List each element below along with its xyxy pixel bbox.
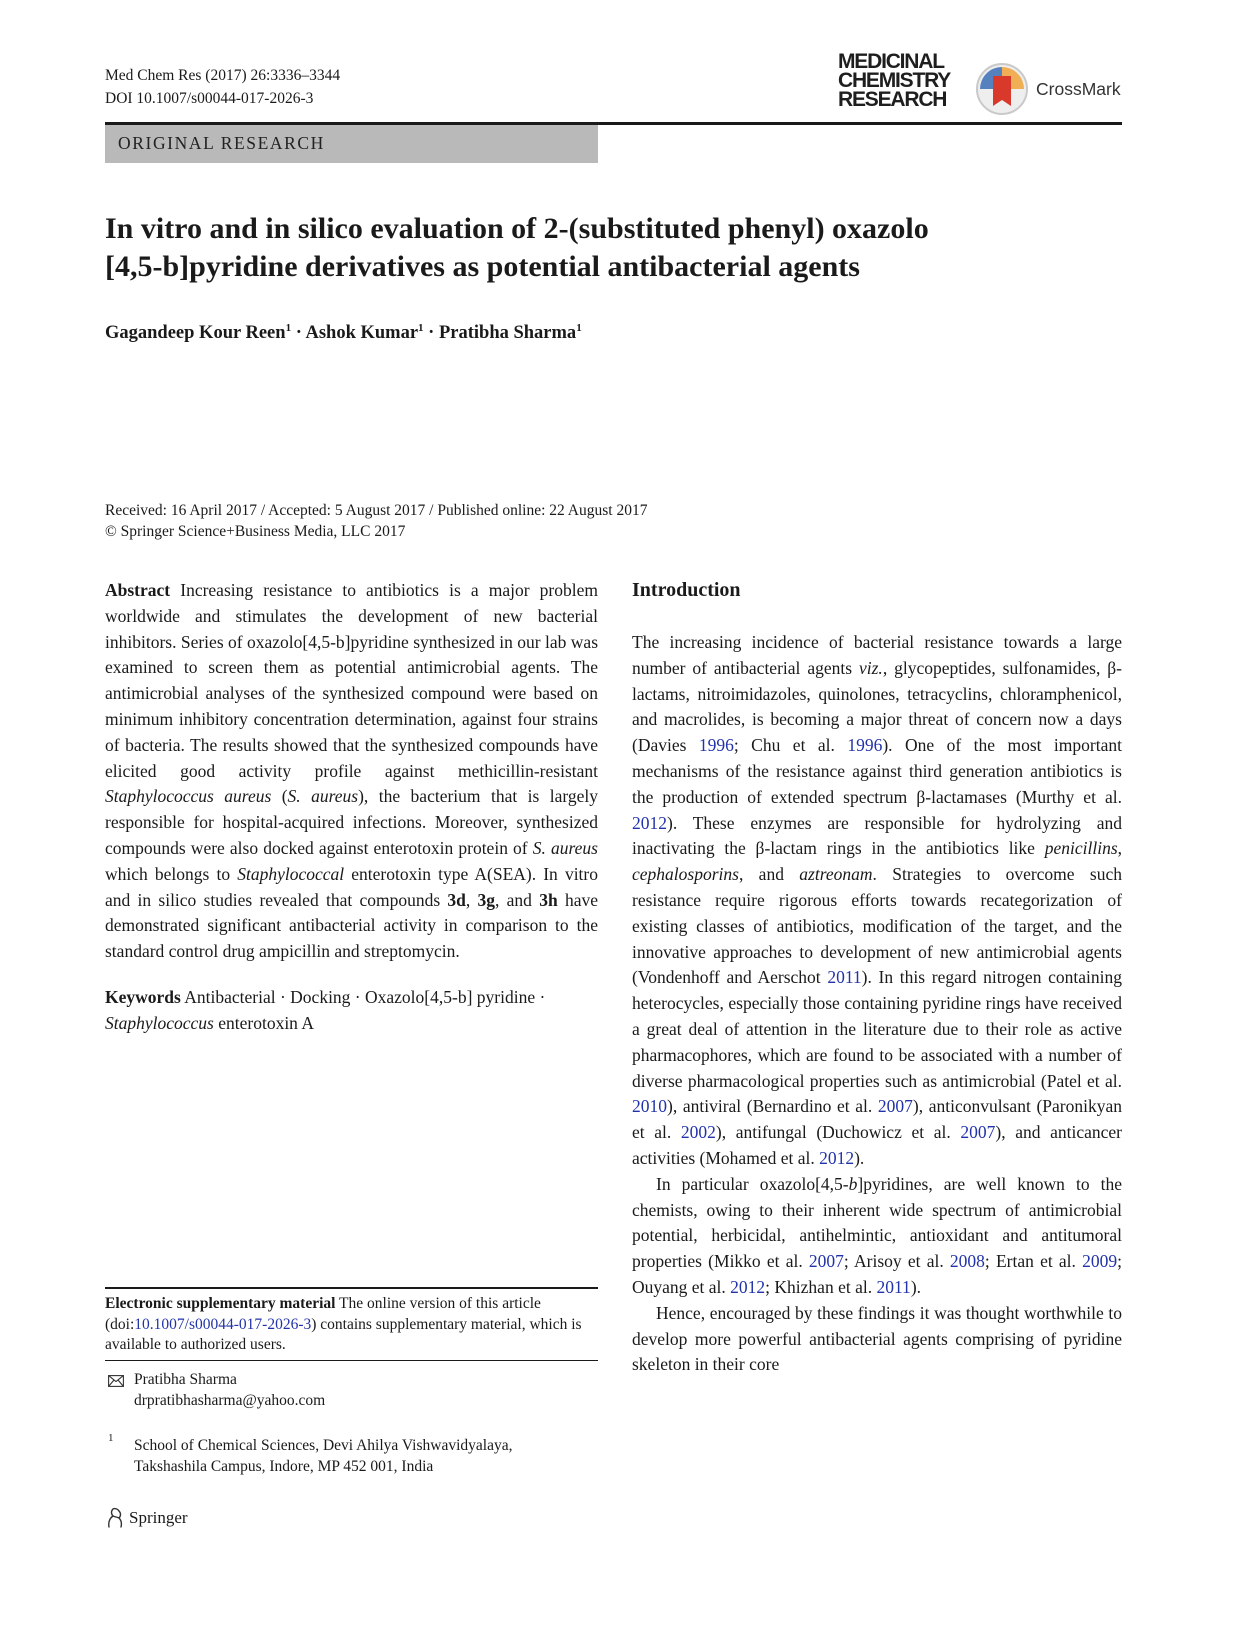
- compound-id: 3d: [447, 889, 466, 910]
- abstract-text: S. aureus: [532, 837, 598, 858]
- intro-text: ). One of the most important mechanisms of the resistance against third generation antibiotics is the production of extended spectrum β-lactamases (Murthy et al.: [632, 735, 1122, 807]
- citation-link[interactable]: 2008: [949, 1251, 985, 1272]
- intro-paragraph: [632, 1172, 1122, 1301]
- citation-link[interactable]: 2002: [680, 1122, 716, 1143]
- affiliation-number: 1: [108, 1432, 114, 1444]
- intro-text: ; Khizhan et al.: [765, 1276, 877, 1297]
- article-type: ORIGINAL RESEARCH: [118, 133, 325, 153]
- esm-label: Electronic supplementary material: [105, 1295, 336, 1312]
- intro-text: . Strategies to overcome such resistance require rigorous efforts towards recategorization of existing classes of antibiotics, modification of the target, and the innovative approaches to development of new antimicrobial agents (Vondenhoff and Aerschot: [632, 864, 1122, 988]
- crossmark-label: CrossMark: [1036, 78, 1121, 99]
- publication-history: [105, 500, 647, 542]
- abstract-text: Staphylococcus aureus: [105, 786, 272, 807]
- doi-line: DOI 10.1007/s00044-017-2026-3: [105, 90, 314, 107]
- abstract-text: ,: [465, 889, 478, 910]
- affiliation: [134, 1436, 594, 1477]
- author-affil-sup: 1: [418, 322, 424, 334]
- intro-paragraph: [632, 630, 1122, 1172]
- journal-logo-line: CHEMISTRY: [838, 69, 951, 92]
- abstract-text: S. aureus: [287, 786, 359, 807]
- envelope-icon: [108, 1375, 124, 1387]
- keywords-text: Staphylococcus: [105, 1012, 214, 1033]
- title-line: [4,5-b]pyridine derivatives as potential antibacterial agents: [105, 250, 860, 283]
- abstract-text: , and: [495, 889, 540, 910]
- abstract-label: Abstract: [105, 580, 171, 600]
- intro-text: ). In this regard nitrogen containing heterocycles, especially those containing pyridine rings have received a great deal of attention in the literature due to their role as active pharmacophores, which are found to be associated with a number of diverse pharmacological properties such as antimicrobial (Patel et al.: [632, 967, 1122, 1091]
- article-title: [105, 210, 1105, 286]
- keywords-label: Keywords: [105, 986, 181, 1007]
- corresponding-email[interactable]: drpratibhasharma@yahoo.com: [134, 1391, 326, 1409]
- intro-text: ; Arisoy et al.: [843, 1251, 950, 1272]
- intro-paragraph: Hence, encouraged by these findings it was thought worthwhile to develop more powerful antibacterial agents comprising of pyridine skeleton in their core: [632, 1302, 1122, 1375]
- intro-text: , glycopeptides, sulfonamides, β-lactams, nitroimidazoles, quinolones, tetracyclins, chloramphenicol, and macrolides, is becoming a major threat of concern now a days (Davies: [632, 657, 1123, 756]
- title-line: In vitro and in silico evaluation of 2-(substituted phenyl) oxazolo: [105, 212, 929, 245]
- intro-text: ), antiviral (Bernardino et al.: [667, 1096, 878, 1117]
- corresponding-name: Pratibha Sharma: [134, 1371, 237, 1388]
- citation-link[interactable]: 2010: [632, 1096, 667, 1117]
- intro-text: b: [848, 1173, 858, 1194]
- intro-text: , and: [738, 864, 800, 885]
- abstract-text: Staphylococcal: [237, 863, 345, 884]
- affiliation-line: School of Chemical Sciences, Devi Ahilya Vishwavidyalaya,: [134, 1437, 513, 1454]
- journal-logo-line: MEDICINAL: [838, 50, 944, 73]
- citation-link[interactable]: 2009: [1082, 1251, 1118, 1272]
- citation-link[interactable]: 2007: [960, 1122, 996, 1143]
- citation-link[interactable]: 2007: [877, 1096, 913, 1117]
- intro-text: The increasing incidence of bacterial resistance towards a large number of antibacterial agents: [632, 632, 1122, 678]
- intro-text: ).: [910, 1276, 922, 1297]
- journal-reference: Med Chem Res (2017) 26:3336–3344: [105, 67, 341, 84]
- springer-horse-icon: [105, 1507, 125, 1529]
- publisher-footer: [105, 1507, 188, 1529]
- abstract-text: which belongs to: [105, 863, 238, 884]
- abstract-text: have demonstrated significant antibacterial activity in comparison to the standard control drug ampicillin and streptomycin.: [105, 889, 598, 962]
- esm-text: ) contains supplementary material, which is available to authorized users.: [105, 1315, 582, 1353]
- keywords-text: enterotoxin A: [213, 1012, 314, 1033]
- intro-text: ,: [1117, 838, 1122, 859]
- intro-text: cephalosporins: [632, 864, 739, 885]
- right-column: [632, 578, 1122, 1378]
- esm-doi-link[interactable]: 10.1007/s00044-017-2026-3: [134, 1315, 312, 1333]
- intro-text: ]pyridines, are well known to the chemists, owing to their inherent wide spectrum of antimicrobial potential, herbicidal, antihelmintic, antioxidant and antitumoral properties (Mikko et al.: [632, 1173, 1122, 1272]
- author-affil-sup: 1: [576, 322, 582, 334]
- intro-text: aztreonam: [799, 864, 873, 885]
- intro-text: ), and anticancer activities (Mohamed et al.: [632, 1122, 1122, 1168]
- abstract-text: (: [271, 786, 288, 807]
- author-separator: ·: [291, 323, 306, 344]
- citation-link[interactable]: 1996: [847, 735, 883, 756]
- author-separator: ·: [423, 323, 439, 344]
- citation-link[interactable]: 2011: [876, 1276, 911, 1297]
- keywords: [105, 985, 598, 1037]
- intro-text: ; Chu et al.: [733, 735, 848, 756]
- footnote-rule: [105, 1287, 598, 1289]
- author-list: [105, 322, 582, 344]
- intro-text: ), anticonvulsant (Paronikyan et al.: [632, 1096, 1122, 1143]
- journal-meta: [105, 64, 340, 110]
- intro-text: ). These enzymes are responsible for hydrolyzing and inactivating the β-lactam rings in the antibiotics like: [632, 812, 1122, 859]
- intro-text: ; Ouyang et al.: [632, 1251, 1122, 1297]
- intro-text: ).: [854, 1147, 865, 1168]
- intro-text: penicillins: [1044, 838, 1118, 859]
- crossmark-icon: [975, 62, 1029, 116]
- corresponding-author: [134, 1370, 325, 1411]
- abstract: [105, 578, 598, 965]
- author-name[interactable]: Gagandeep Kour Reen: [105, 323, 286, 344]
- journal-logo: [838, 52, 958, 109]
- author-affil-sup: 1: [285, 322, 292, 334]
- citation-link[interactable]: 2012: [730, 1276, 766, 1297]
- author-name[interactable]: Pratibha Sharma: [438, 323, 577, 344]
- citation-link[interactable]: 2007: [808, 1251, 844, 1272]
- footnote-rule: [105, 1360, 598, 1361]
- section-heading: Introduction: [632, 579, 741, 601]
- citation-link[interactable]: 1996: [698, 735, 734, 756]
- keywords-text: Antibacterial · Docking · Oxazolo[4,5-b] pyridine ·: [180, 986, 546, 1007]
- citation-link[interactable]: 2012: [819, 1147, 855, 1168]
- crossmark-badge[interactable]: [975, 58, 1123, 120]
- left-column: [105, 578, 598, 1037]
- supplementary-note: [105, 1294, 598, 1356]
- abstract-text: Increasing resistance to antibiotics is a major problem worldwide and stimulates the development of new bacterial inhibitors. Series of oxazolo[4,5-b]pyridine synthesized in our lab was examined to screen them as potential antimicrobial agents. The antimicrobial analyses of the synthesized compound were based on minimum inhibitory concentration determination, against four strains of bacteria. The results showed that the synthesized compounds have elicited good activity profile against methicillin-resistant: [105, 580, 598, 781]
- journal-logo-line: RESEARCH: [838, 88, 947, 111]
- affiliation-line: Takshashila Campus, Indore, MP 452 001, India: [134, 1457, 434, 1475]
- compound-id: 3h: [539, 889, 558, 910]
- citation-link[interactable]: 2012: [632, 812, 667, 833]
- citation-link[interactable]: 2011: [827, 967, 862, 988]
- intro-text: ), antifungal (Duchowicz et al.: [715, 1122, 961, 1143]
- intro-text: viz.: [858, 657, 883, 678]
- esm-text: The online version of this article (doi:: [105, 1295, 541, 1333]
- intro-text: ; Ertan et al.: [984, 1251, 1083, 1272]
- author-name[interactable]: Ashok Kumar: [305, 323, 419, 344]
- intro-text: In particular oxazolo[4,5-: [656, 1173, 849, 1194]
- compound-id: 3g: [477, 889, 496, 910]
- copyright-line: © Springer Science+Business Media, LLC 2017: [105, 523, 406, 540]
- history-dates: Received: 16 April 2017 / Accepted: 5 August 2017 / Published online: 22 August 2017: [105, 502, 648, 519]
- article-type-band: [105, 125, 598, 163]
- publisher-name: Springer: [129, 1508, 188, 1527]
- abstract-text: enterotoxin type A(SEA). In vitro and in silico studies revealed that compounds: [105, 863, 598, 910]
- abstract-text: ), the bacterium that is largely responsible for hospital-acquired infections. Moreover, synthesized compounds were also docked against enterotoxin protein of: [105, 786, 599, 858]
